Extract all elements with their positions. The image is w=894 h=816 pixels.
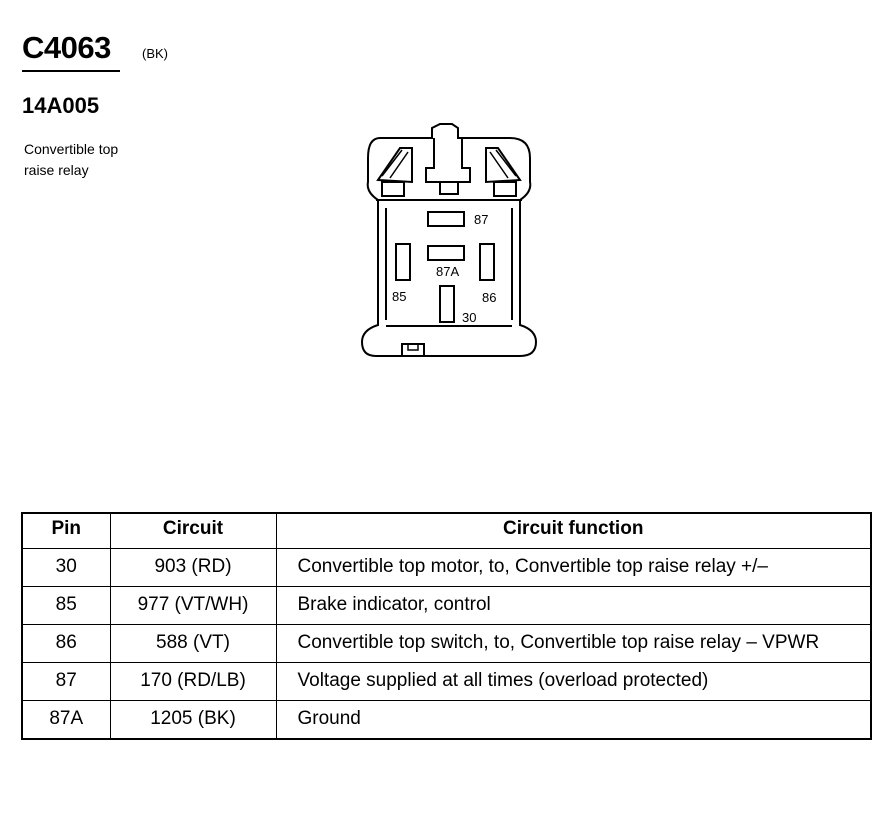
cell-circuit: 903 (RD)	[110, 549, 276, 587]
connector-face-diagram	[360, 120, 540, 370]
connector-color-code: (BK)	[142, 46, 168, 61]
connector-description	[24, 139, 174, 181]
cell-pin: 86	[22, 625, 110, 663]
right-tab	[494, 182, 516, 196]
terminal-87	[428, 212, 464, 226]
pin-label-86: 86	[482, 290, 497, 305]
pin-label-85: 85	[392, 289, 407, 304]
pin-label-30: 30	[462, 310, 477, 325]
left-tab	[382, 182, 404, 196]
pin-label-87a: 87A	[436, 264, 460, 279]
center-post-slot	[440, 182, 458, 194]
cell-circuit: 170 (RD/LB)	[110, 663, 276, 701]
cell-pin: 87	[22, 663, 110, 701]
pin-label-87: 87	[474, 212, 489, 227]
cell-circuit: 977 (VT/WH)	[110, 587, 276, 625]
cell-pin: 87A	[22, 701, 110, 740]
description-line: Convertible top	[24, 141, 119, 157]
cell-pin: 85	[22, 587, 110, 625]
table-row	[22, 587, 871, 625]
table-row	[22, 549, 871, 587]
header-circuit-function: Circuit function	[276, 513, 871, 549]
header-circuit: Circuit	[110, 513, 276, 549]
cell-circuit: 1205 (BK)	[110, 701, 276, 740]
table-header-row	[22, 513, 871, 549]
pinout-table	[21, 512, 872, 740]
terminal-30	[440, 286, 454, 322]
part-number: 14A005	[22, 93, 100, 118]
cell-function: Convertible top motor, to, Convertible top raise relay +/–	[276, 549, 871, 587]
terminal-87a	[428, 246, 464, 260]
terminal-86	[480, 244, 494, 280]
center-post	[426, 138, 470, 182]
table-row	[22, 663, 871, 701]
cell-pin: 30	[22, 549, 110, 587]
cell-function: Voltage supplied at all times (overload protected)	[276, 663, 871, 701]
terminal-85	[396, 244, 410, 280]
table-row	[22, 701, 871, 740]
cell-circuit: 588 (VT)	[110, 625, 276, 663]
table-row	[22, 625, 871, 663]
connector-id: C4063	[22, 30, 111, 65]
description-line: raise relay	[24, 162, 89, 178]
cell-function: Brake indicator, control	[276, 587, 871, 625]
cell-function: Convertible top switch, to, Convertible top raise relay – VPWR	[276, 625, 871, 663]
connector-id-underline	[22, 70, 120, 72]
header-pin: Pin	[22, 513, 110, 549]
cell-function: Ground	[276, 701, 871, 740]
